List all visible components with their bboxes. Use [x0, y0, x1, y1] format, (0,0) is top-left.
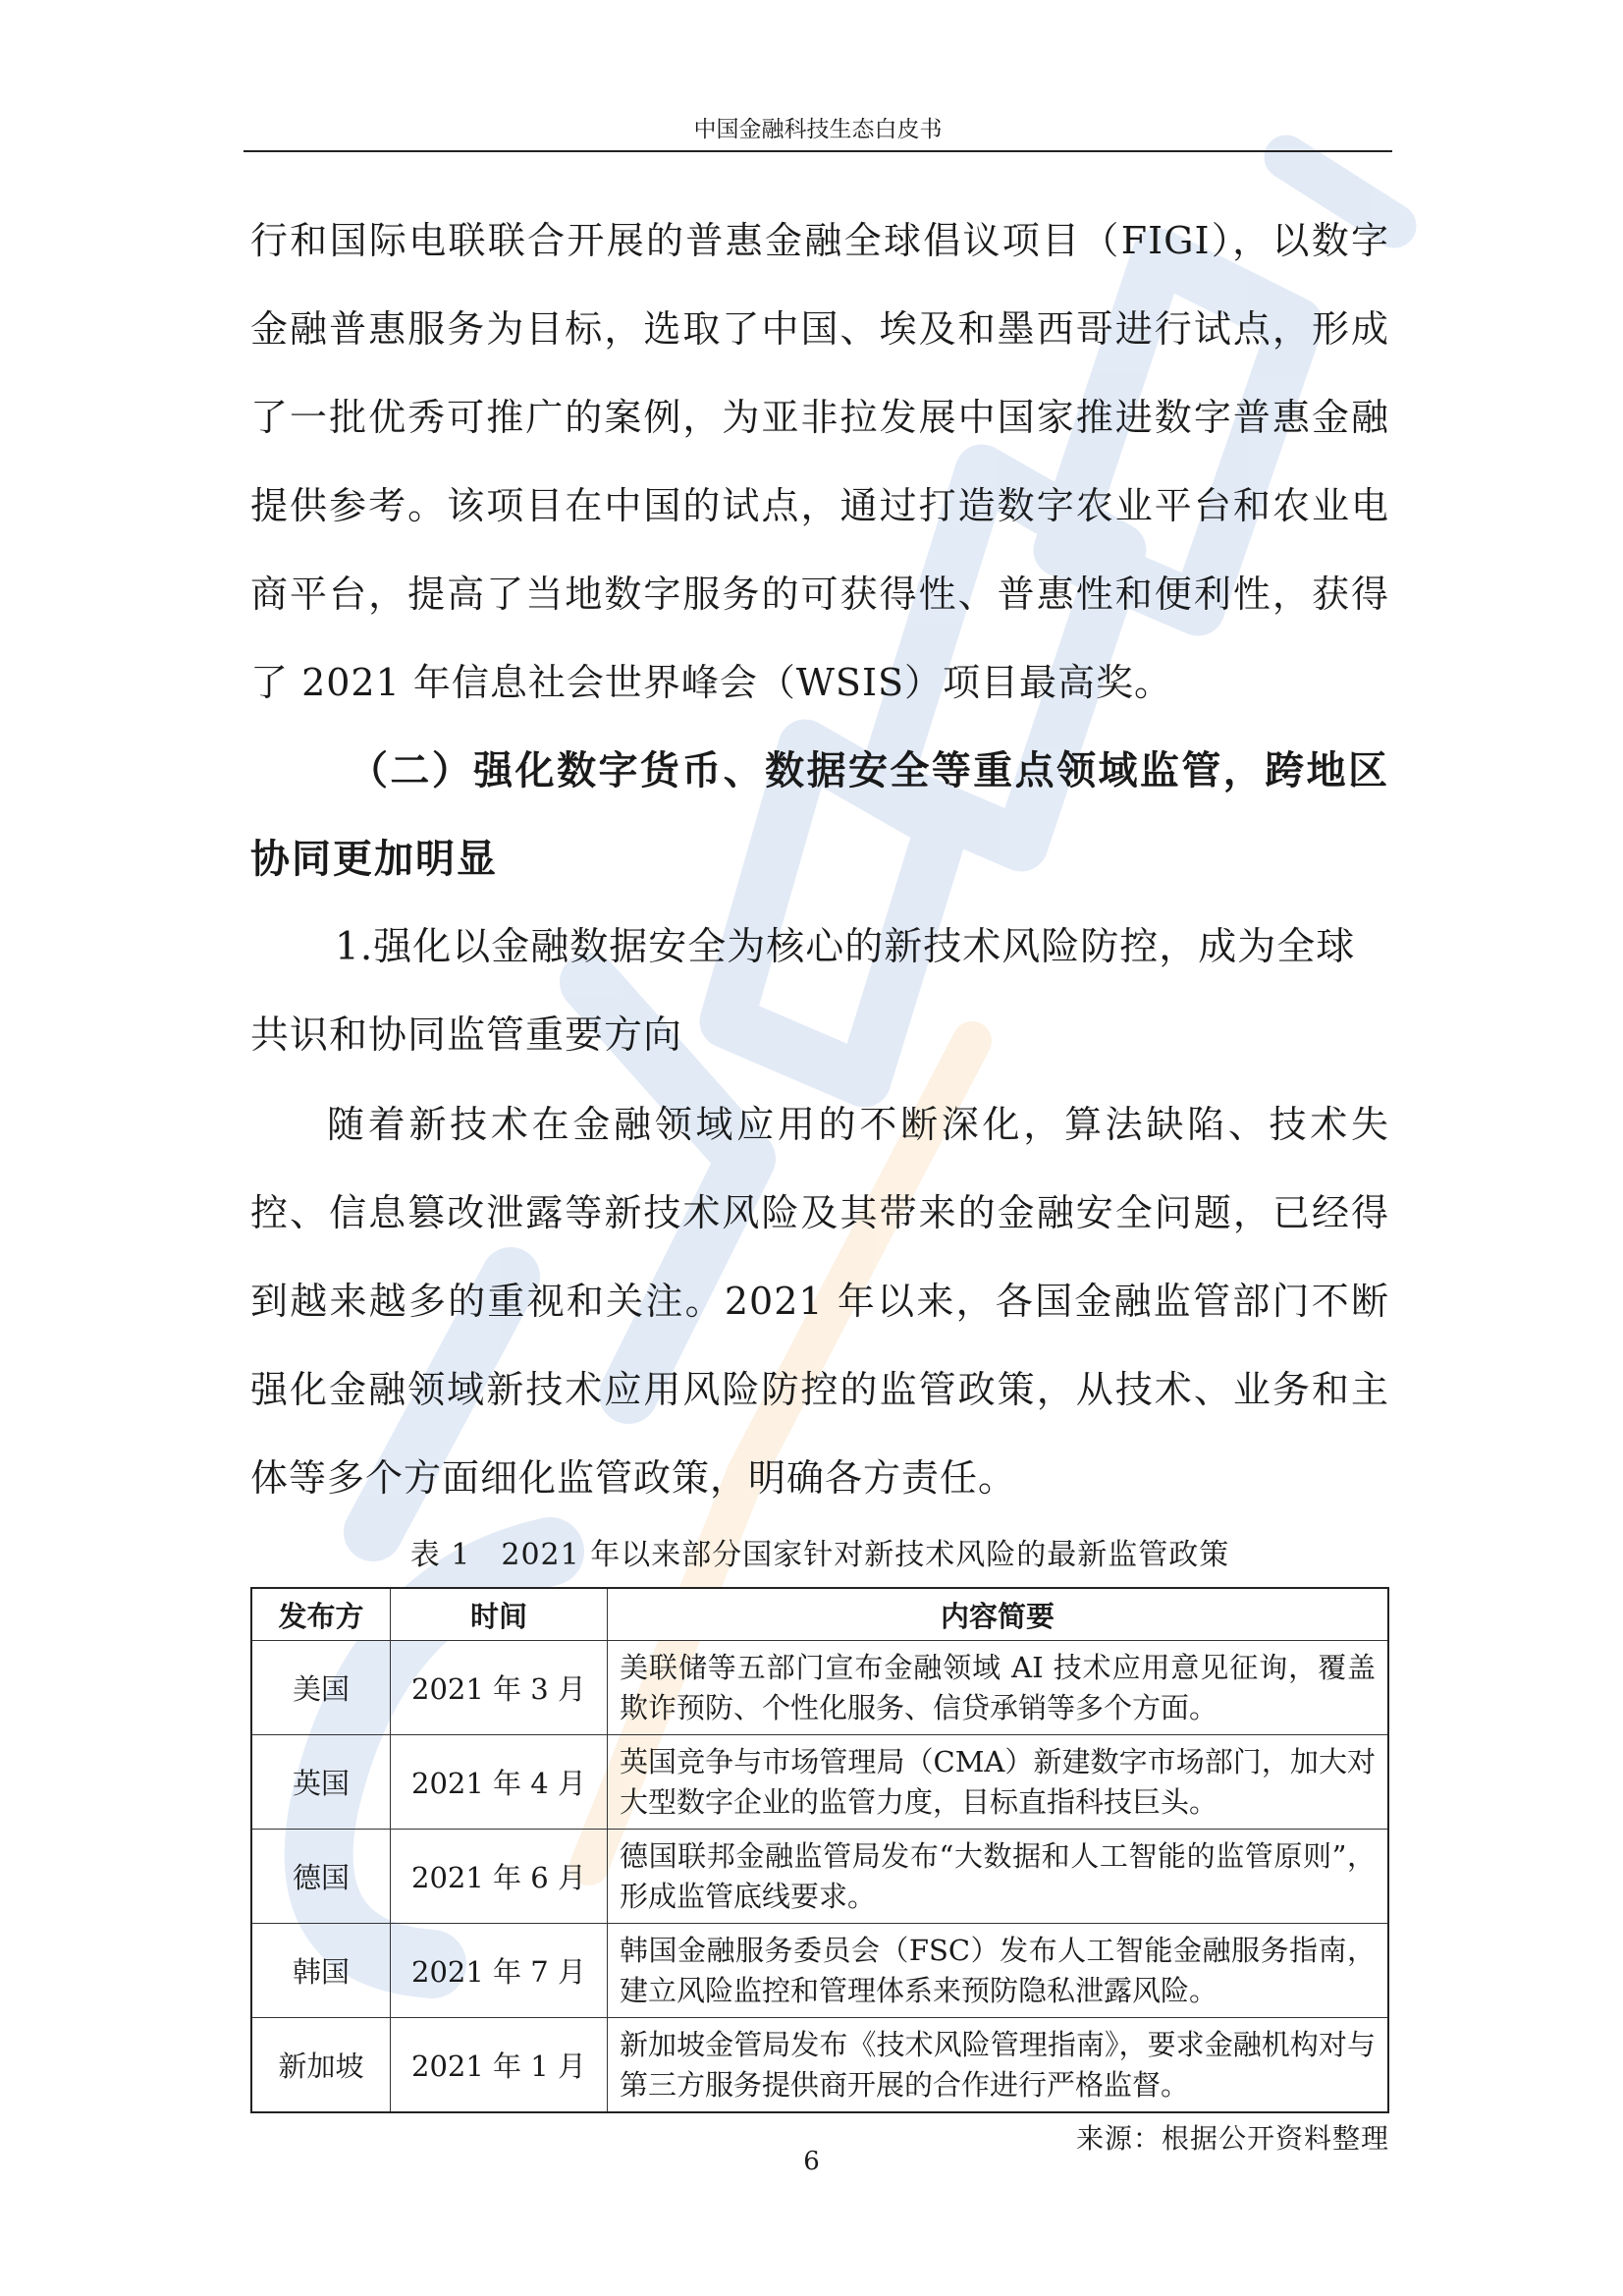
table-header-row: [251, 1588, 1388, 1641]
cell-publisher: 韩国: [251, 1924, 391, 2018]
cell-publisher: 美国: [251, 1641, 391, 1735]
column-header-summary: 内容简要: [608, 1588, 1389, 1641]
cell-time: 2021 年 4 月: [391, 1735, 608, 1830]
cell-summary: 美联储等五部门宣布金融领域 AI 技术应用意见征询，覆盖欺诈预防、个性化服务、信贷承销等多个方面。: [608, 1641, 1389, 1735]
table-row: [251, 1924, 1388, 2018]
cell-publisher: 新加坡: [251, 2018, 391, 2113]
body-paragraph: 随着新技术在金融领域应用的不断深化，算法缺陷、技术失控、信息篡改泄露等新技术风险及其带来的金融安全问题，已经得到越来越多的重视和关注。2021 年以来，各国金融监管部门不断强化金融领域新技术应用风险防控的监管政策，从技术、业务和主体等多个方面细化监管政策，明确各方责任。: [250, 1103, 1389, 1500]
cell-summary: 德国联邦金融监管局发布“大数据和人工智能的监管原则”，形成监管底线要求。: [608, 1830, 1389, 1924]
cell-summary: 英国竞争与市场管理局（CMA）新建数字市场部门，加大对大型数字企业的监管力度，目标直指科技巨头。: [608, 1735, 1389, 1830]
table-row: [251, 1735, 1388, 1830]
intro-paragraph: 行和国际电联联合开展的普惠金融全球倡议项目（FIGI），以数字金融普惠服务为目标，选取了中国、埃及和墨西哥进行试点，形成了一批优秀可推广的案例，为亚非拉发展中国家推进数字普惠金融提供参考。该项目在中国的试点，通过打造数字农业平台和农业电商平台，提高了当地数字服务的可获得性、普惠性和便利性，获得了 2021 年信息社会世界峰会（WSIS）项目最高奖。: [250, 219, 1389, 704]
page-content: [250, 196, 1389, 2159]
cell-time: 2021 年 1 月: [391, 2018, 608, 2113]
column-header-publisher: 发布方: [251, 1588, 391, 1641]
policy-table: [250, 1587, 1389, 2113]
subsection-heading: 1.强化以金融数据安全为核心的新技术风险防控，成为全球共识和协同监管重要方向: [250, 925, 1356, 1058]
page-number: 6: [803, 2147, 820, 2176]
cell-time: 2021 年 6 月: [391, 1830, 608, 1924]
cell-time: 2021 年 7 月: [391, 1924, 608, 2018]
section-heading: （二）强化数字货币、数据安全等重点领域监管，跨地区协同更加明显: [250, 747, 1389, 882]
cell-publisher: 英国: [251, 1735, 391, 1830]
running-header: 中国金融科技生态白皮书: [693, 117, 943, 142]
table-row: [251, 2018, 1388, 2113]
header-rule: [243, 150, 1392, 152]
cell-summary: 新加坡金管局发布《技术风险管理指南》，要求金融机构对与第三方服务提供商开展的合作进行严格监督。: [608, 2018, 1389, 2113]
table-row: [251, 1830, 1388, 1924]
table-row: [251, 1641, 1388, 1735]
cell-summary: 韩国金融服务委员会（FSC）发布人工智能金融服务指南，建立风险监控和管理体系来预防隐私泄露风险。: [608, 1924, 1389, 2018]
cell-publisher: 德国: [251, 1830, 391, 1924]
table-caption: 表 1 2021 年以来部分国家针对新技术风险的最新监管政策: [409, 1538, 1230, 1572]
column-header-time: 时间: [391, 1588, 608, 1641]
table-source-note: 来源：根据公开资料整理: [1075, 2122, 1389, 2155]
cell-time: 2021 年 3 月: [391, 1641, 608, 1735]
